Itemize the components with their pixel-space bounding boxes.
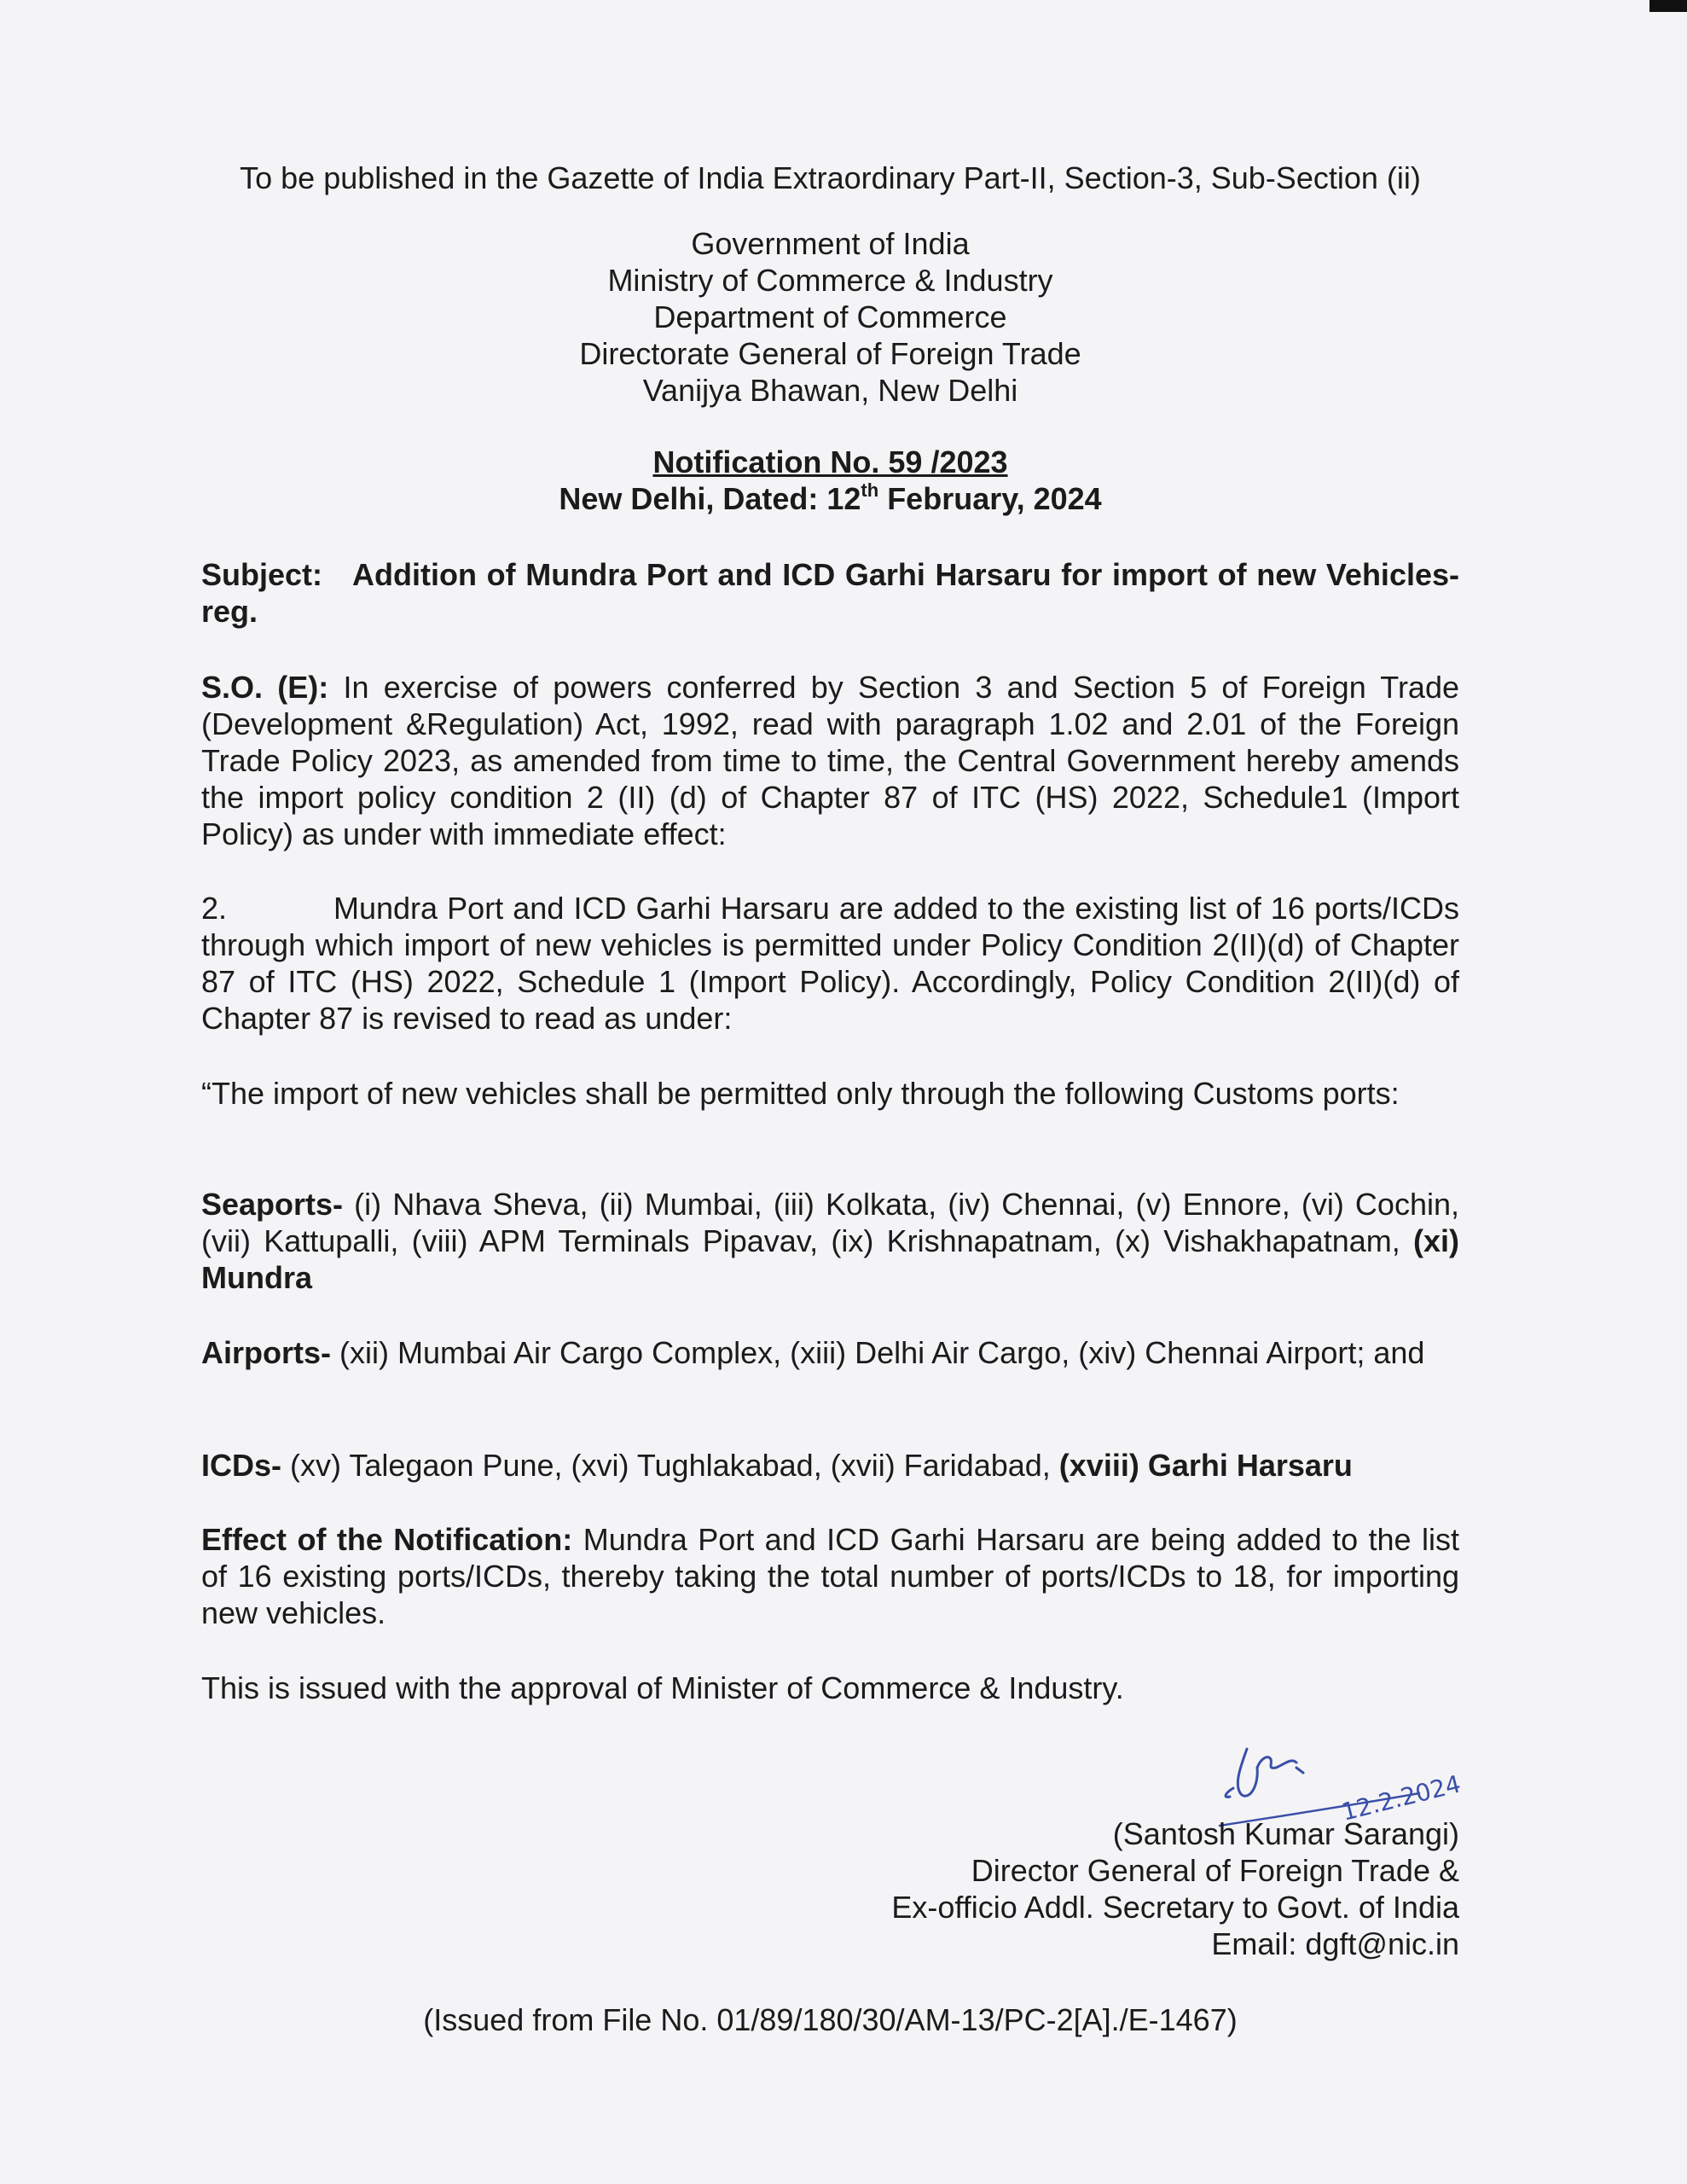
signatory-designation-1: Director General of Foreign Trade & (971, 1853, 1459, 1888)
icds-list: (xv) Talegaon Pune, (xvi) Tughlakabad, (xvii) Faridabad, (281, 1448, 1059, 1483)
signatory-designation-2: Ex-officio Addl. Secretary to Govt. of India (891, 1890, 1459, 1925)
header-line-department: Department of Commerce (653, 299, 1007, 334)
icds-label: ICDs- (201, 1448, 282, 1483)
paragraph-2-text: Mundra Port and ICD Garhi Harsaru are added to the existing list of 16 ports/ICDs through which import of new vehicles is permitted under Policy Condition 2(II)(d) of Chapter 87 of ITC (HS) 2022, Schedule 1 (Import Policy). Accordingly, Policy Condition 2(II)(d) of Chapter 87 is revised to read as under: (201, 891, 1459, 1036)
effect-text: Mundra Port and ICD Garhi Harsaru are being added to the list of 16 existing ports/ICDs, thereby taking the total number of ports/ICDs to 18, for importing new vehicles. (201, 1522, 1459, 1630)
paragraph-2 (201, 890, 1459, 1037)
signatory-block (811, 1815, 1459, 1962)
approval-line: This is issued with the approval of Minister of Commerce & Industry. (201, 1670, 1124, 1705)
notification-date: New Delhi, Dated: 12th February, 2024 (559, 479, 1102, 516)
seaports-list: (i) Nhava Sheva, (ii) Mumbai, (iii) Kolkata, (iv) Chennai, (v) Ennore, (vi) Cochin, (vii) Kattupalli, (viii) APM Terminals Pipavav, (ix) Krishnapatnam, (x) Vishakhapatnam, (201, 1187, 1459, 1258)
notification-number: Notification No. 59 /2023 (652, 444, 1008, 479)
handwritten-signature (1208, 1734, 1481, 1827)
seaports-label: Seaports- (201, 1187, 344, 1222)
header-line-government: Government of India (691, 226, 970, 261)
scan-edge-mark (1649, 0, 1687, 12)
airports-list: (xii) Mumbai Air Cargo Complex, (xiii) Delhi Air Cargo, (xiv) Chennai Airport; and (331, 1335, 1425, 1370)
subject-label: Subject: (201, 557, 323, 592)
quote-intro: “The import of new vehicles shall be permitted only through the following Customs ports: (201, 1076, 1400, 1111)
issuing-authority-header (201, 225, 1459, 409)
effect-paragraph (201, 1521, 1459, 1631)
so-label: S.O. (E): (201, 670, 329, 705)
header-line-address: Vanijya Bhawan, New Delhi (642, 373, 1018, 408)
paragraph-2-number: 2. (201, 891, 228, 926)
seaports-paragraph (201, 1186, 1459, 1296)
signatory-email: Email: dgft@nic.in (1211, 1926, 1459, 1961)
subject-paragraph (201, 556, 1459, 630)
file-number: (Issued from File No. 01/89/180/30/AM-13/PC-2[A]./E-1467) (423, 2002, 1238, 2037)
so-text: In exercise of powers conferred by Section 3 and Section 5 of Foreign Trade (Development &Regulation) Act, 1992, read with paragraph 1.02 and 2.01 of the Foreign Trade Policy 2023, as amended from time to time, the Central Government hereby amends the import policy condition 2 (II) (d) of Chapter 87 of ITC (HS) 2022, Schedule1 (Import Policy) as under with immediate effect: (201, 670, 1459, 851)
header-line-ministry: Ministry of Commerce & Industry (607, 263, 1053, 298)
icds-paragraph (201, 1447, 1459, 1484)
effect-label: Effect of the Notification: (201, 1522, 573, 1557)
so-paragraph (201, 669, 1459, 852)
notification-heading (201, 444, 1459, 517)
icds-added: (xviii) Garhi Harsaru (1058, 1448, 1353, 1483)
signatory-name: (Santosh Kumar Sarangi) (1112, 1816, 1459, 1851)
airports-paragraph (201, 1334, 1459, 1371)
seaports-added: (xi) Mundra (201, 1223, 1459, 1295)
gazette-line: To be published in the Gazette of India Extraordinary Part-II, Section-3, Sub-Section (ii) (240, 160, 1421, 195)
airports-label: Airports- (201, 1335, 331, 1370)
signature-date: 12.2.2024 (1338, 1769, 1464, 1827)
subject-text: Addition of Mundra Port and ICD Garhi Harsaru for import of new Vehicles-reg. (201, 557, 1459, 629)
header-line-directorate: Directorate General of Foreign Trade (579, 336, 1081, 371)
